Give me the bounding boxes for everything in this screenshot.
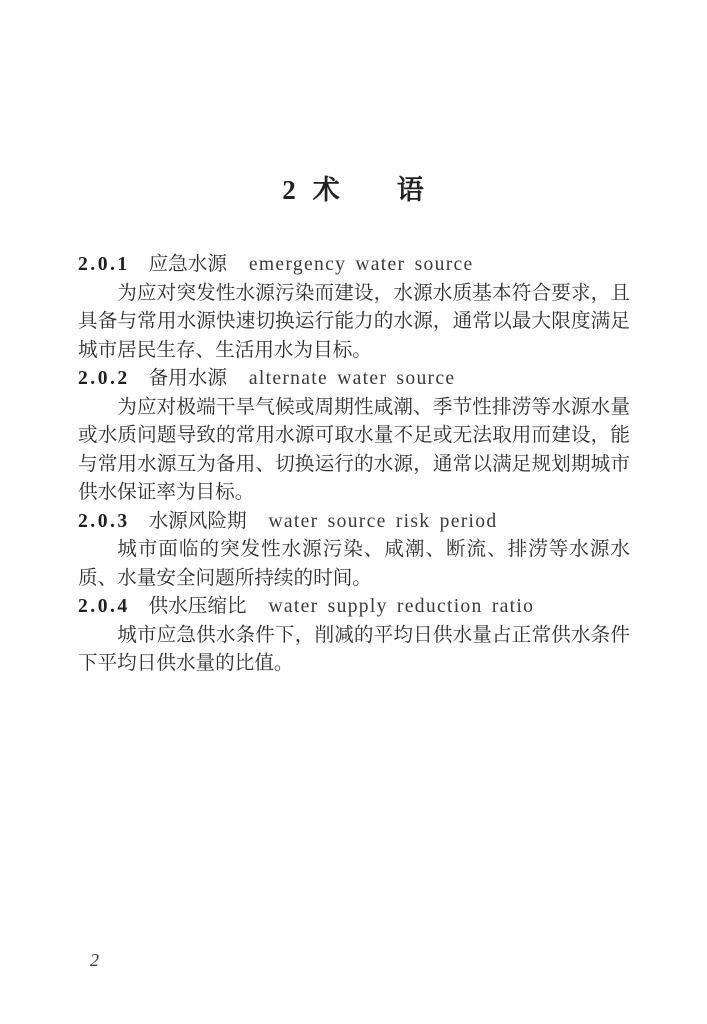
term-name-en: emergency water source xyxy=(248,254,474,275)
term-entry-2-0-3 xyxy=(78,508,630,594)
term-heading xyxy=(78,365,630,394)
term-name-zh: 应急水源 xyxy=(148,254,227,275)
term-name-en: water source risk period xyxy=(268,510,498,532)
term-entry-2-0-4 xyxy=(78,593,630,679)
term-definition: 为应对极端干旱气候或周期性咸潮、季节性排涝等水源水量或水质问题导致的常用水源可取水量不足或无法取用而建设，能与常用水源互为备用、切换运行的水源，通常以满足规划期城市供水保证率为目标。 xyxy=(78,396,630,503)
term-name-zh: 供水压缩比 xyxy=(148,596,247,617)
term-name-en: water supply reduction ratio xyxy=(268,596,535,617)
chapter-number: 2 xyxy=(282,175,297,205)
chapter-title xyxy=(0,0,707,207)
term-number: 2.0.2 xyxy=(78,368,130,389)
term-heading xyxy=(78,593,630,622)
term-definition: 为应对突发性水源污染而建设，水源水质基本符合要求，且具备与常用水源快速切换运行能力的水源，通常以最大限度满足城市居民生存、生活用水为目标。 xyxy=(78,282,630,361)
term-name-zh: 备用水源 xyxy=(148,368,227,389)
term-entry-2-0-2 xyxy=(78,365,630,508)
term-number: 2.0.4 xyxy=(78,596,130,617)
term-definition: 城市应急供水条件下，削减的平均日供水量占正常供水条件下平均日供水量的比值。 xyxy=(78,624,630,674)
term-number: 2.0.3 xyxy=(78,510,130,532)
terms-section xyxy=(0,251,707,679)
term-name-zh: 水源风险期 xyxy=(148,510,247,532)
term-number: 2.0.1 xyxy=(78,254,130,275)
term-heading xyxy=(78,508,630,537)
term-definition: 城市面临的突发性水源污染、咸潮、断流、排涝等水源水质、水量安全问题所持续的时间。 xyxy=(78,539,630,589)
term-heading xyxy=(78,251,630,280)
term-entry-2-0-1 xyxy=(78,251,630,365)
term-name-en: alternate water source xyxy=(248,368,456,389)
chapter-title-text: 术 语 xyxy=(312,175,425,205)
page-number: 2 xyxy=(90,950,99,970)
